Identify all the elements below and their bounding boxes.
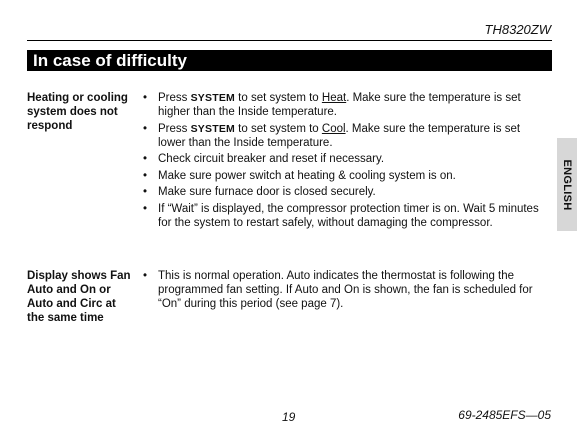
list-item: • Check circuit breaker and reset if necessary. (140, 152, 550, 166)
list-item: • Make sure power switch at heating & cooling system is on. (140, 169, 550, 183)
document-number: 69-2485EFS—05 (458, 408, 551, 422)
mode-heat: Heat (321, 92, 347, 104)
page-title: In case of difficulty (33, 51, 187, 70)
system-key-label: SYSTEM (190, 92, 235, 104)
page-number: 19 (282, 410, 296, 424)
bullet-list (140, 269, 550, 314)
header-rule (27, 40, 552, 41)
mode-cool: Cool (321, 122, 346, 135)
section-heading: Display shows Fan Auto and On or Auto and Circ at the same time (27, 270, 131, 324)
model-number: TH8320ZW (484, 22, 551, 37)
list-item: • Press SYSTEM to set system to Cool. Make sure the temperature is set lower than the Inside temperature. (140, 122, 550, 150)
bullet-list (140, 91, 550, 232)
list-item: • Press SYSTEM to set system to Heat. Make sure the temperature is set higher than the Inside temperature. (140, 91, 550, 119)
language-tab-label: ENGLISH (561, 159, 573, 210)
system-key-label: SYSTEM (190, 122, 235, 135)
list-item: • This is normal operation. Auto indicates the thermostat is following the programmed fan setting. If Auto and On is shown, the fan is scheduled for “On” during this period (see page 7). (140, 269, 550, 311)
list-item: • Make sure furnace door is closed securely. (140, 185, 550, 199)
section-banner (27, 50, 552, 71)
language-tab (557, 138, 577, 231)
list-item: • If “Wait” is displayed, the compressor protection timer is on. Wait 5 minutes for the system to restart safely, without damaging the compressor. (140, 202, 550, 230)
section-heading: Heating or cooling system does not respond (27, 92, 128, 132)
